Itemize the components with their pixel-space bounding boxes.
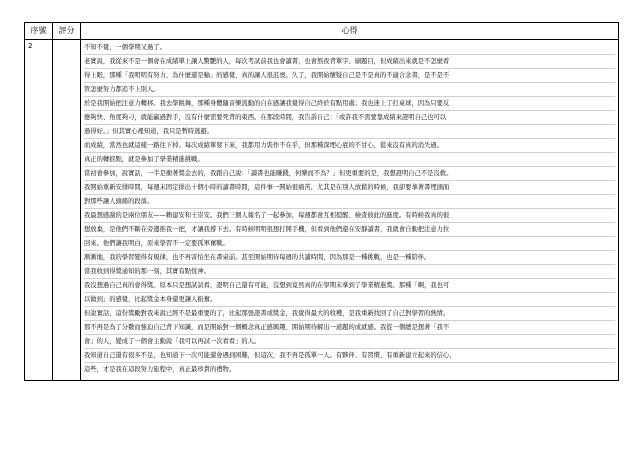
header-reflection: 心得 <box>81 23 619 40</box>
reflection-table-container <box>24 22 619 381</box>
reflection-line: 應夠快、角度夠刁，就能贏過對手，沒有什麼需要死背的東西。在那段時間，我告訴自己：「或許我不需要靠成績來證明自己也可以 <box>84 111 615 125</box>
reflection-line: 我開始重新安排時間，每週末固定排出十個小時的讀書時間，這件事一開始很痛苦，尤其是在別人放鬆的時候，我卻要拿著書埋頭面 <box>84 181 615 195</box>
reflection-line: 想放棄，是他們不斷在旁邊推我一把，才讓我撐下去。有時候明明很想打開手機，但看到他們還在安靜讀書，我就會自動把注意力拉 <box>84 223 615 237</box>
reflection-line: 但說實話，這份獎勵對我來說已經不是最重要的了，比起那張證書或獎金，我覺得最大的收穫，是我重新找回了自己對學習的熱情。 <box>84 307 615 321</box>
reflection-line: 我知道自己還有很多不足，也知道下一次可能還會遇到困難，但這次，我不再是孤單一人。有夥伴、有習慣、有重新建立起來的信心， <box>84 349 615 363</box>
reflection-line: 會」的人，變成了一個會主動說「我可以再試一次看看」的人。 <box>84 335 615 349</box>
reflection-line: 當初會參加，說實話，一半是衝著獎金去的，我跟自己說：「讀書也能賺錢，何樂而不為？」但更重要的是，我想證明自己不是沒救。 <box>84 167 615 181</box>
reflection-line: 當我收到得獎通知的那一刻，其實有點恍神。 <box>84 265 615 279</box>
reflection-line: 以做到」的感覺，比起獎金本身還更讓人振奮。 <box>84 293 615 307</box>
reflection-line: 得上眼，那種「我明明有努力，為什麼還是輸」的感覺，真的讓人很沮喪。久了，我開始懷疑自己是不是真的不適合念書，是不是不 <box>84 69 615 83</box>
reflection-lines <box>84 41 615 376</box>
reflection-line: 那不再是為了分數而強迫自己背下知識，而是開始對一個概念真正感興趣、開始期待解出一道題的成就感。我從一個總是想著「我不 <box>84 321 615 335</box>
reflection-line: 這些，才是我在這段努力旅程中，真正最珍貴的禮物。 <box>84 366 236 373</box>
header-number: 序號 <box>25 23 53 40</box>
reflection-line: 真正的轉捩點，就是參加了學業精進挑戰。 <box>84 153 615 167</box>
reflection-line: 而成績，當然也就這樣一路往下掉。每次成績單發下來，我都用力裝作不在乎，但那種深埋心底的不甘心，從來沒有真的消失過。 <box>84 139 615 153</box>
reflection-text <box>81 40 619 381</box>
reflection-line: 對那些讓人頭痛的段落。 <box>84 195 615 209</box>
reflection-line: 於是我開始把注意力轉移。我去學跳舞，那種身體隨音樂流動的自在感讓我覺得自己終於有點用處；我也迷上了打桌球，因為只要反 <box>84 97 615 111</box>
reflection-line: 我沒想過自己真的會得獎。原本只是想試試看，證明自己還有可能，沒想到竟然真的在學期末拿到了學業精進獎。那種「啊，我也可 <box>84 279 615 293</box>
reflection-line: 不知不覺，一個學期又過了。 <box>84 41 615 55</box>
reflection-line: 管怎麼努力都追不上別人。 <box>84 83 615 97</box>
reflection-line: 回來。他們讓我明白，原來學習不一定要孤軍奮戰。 <box>84 237 615 251</box>
reflection-line: 過得好。」但其實心裡知道，我只是暫時逃避。 <box>84 125 615 139</box>
row-number: 2 <box>25 40 53 381</box>
reflection-line: 漸漸地，我的學習變得有規律，也不再害怕坐在書桌前。甚至開始期待每週的共讀時間，因為那是一種挑戰，也是一種陪伴。 <box>84 251 615 265</box>
reflection-line: 我最想感謝的是兩位朋友——賴建安和王崇安。我們三個人報名了一起參加，每週都會互相提醒、檢查彼此的進度。有時候我真的很 <box>84 209 615 223</box>
reflection-line: 老實說，我從來不是一個會在成績單上讓人驚艷的人，每次考試前我也會讀書，也會熬夜背單字、刷題目，但成績出來就是不怎麼看 <box>84 55 615 69</box>
table-row <box>25 40 619 381</box>
reflection-table <box>24 22 619 381</box>
header-score: 評分 <box>53 23 81 40</box>
header-row <box>25 23 619 40</box>
row-score <box>53 40 81 381</box>
